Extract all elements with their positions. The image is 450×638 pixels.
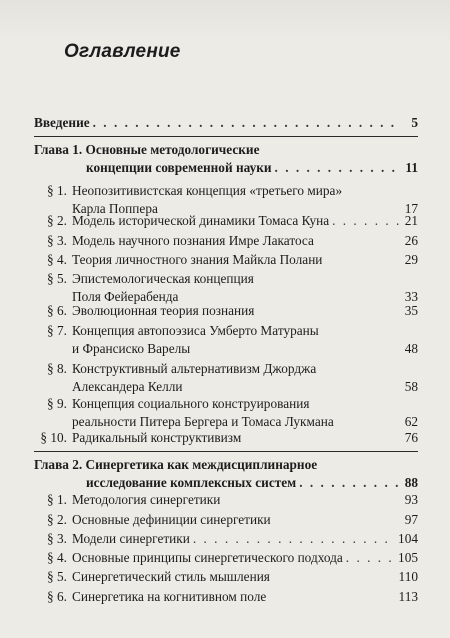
section-title: Синергетический стиль мышления [72, 569, 270, 584]
section-number: § 9. [47, 396, 67, 411]
chapter-title: Глава 1. Основные методологические [34, 142, 260, 157]
toc-page-number: 93 [404, 492, 418, 507]
section-number: § 2. [47, 512, 67, 527]
previous-page-bleed [0, 0, 450, 40]
section-title-cont: Поля Фейерабенда [72, 289, 179, 304]
section-title: Конструктивный альтернативизм Джорджа [72, 361, 317, 376]
toc-page-number: 97 [404, 512, 418, 527]
toc-entry-intro[interactable] [34, 114, 418, 132]
section-title-cont: реальности Питера Бергера и Томаса Лукмана [72, 414, 334, 429]
toc-item[interactable] [34, 360, 418, 396]
toc-item[interactable] [34, 251, 418, 269]
section-number: § 3. [47, 531, 67, 546]
section-title: Синергетика на когнитивном поле [72, 589, 267, 604]
toc-page-number: 104 [398, 531, 418, 546]
section-title: Эпистемологическая концепция [72, 271, 254, 286]
leader-dots [193, 530, 395, 548]
section-title: Методология синергетики [72, 492, 221, 507]
toc-item[interactable] [34, 568, 418, 586]
toc-page-number: 33 [404, 289, 418, 304]
toc-page-number: 105 [398, 550, 418, 565]
chapter-title: Глава 2. Синергетика как междисциплинарное [34, 457, 318, 472]
section-title: Основные принципы синергетического подхода [72, 550, 343, 565]
section-title-cont: и Франсиско Варелы [72, 341, 191, 356]
toc-page-number: 76 [404, 430, 418, 445]
section-number: § 8. [47, 361, 67, 376]
section-title: Эволюционная теория познания [72, 303, 255, 318]
toc-item[interactable] [34, 232, 418, 250]
toc-item[interactable] [34, 270, 418, 306]
section-number: § 1. [47, 492, 67, 507]
section-title: Модель научного познания Имре Лакатоса [72, 233, 314, 248]
toc-item[interactable] [34, 429, 418, 447]
toc-page-number: 17 [404, 201, 418, 216]
divider [34, 451, 418, 452]
toc-page-number: 5 [411, 115, 418, 130]
section-number: § 6. [47, 589, 67, 604]
toc-page-number: 35 [404, 303, 418, 318]
leader-dots [346, 549, 395, 567]
section-title: Концепция автопоэзиса Умберто Матураны [72, 323, 319, 338]
leader-dots [93, 114, 399, 132]
section-title: Модель исторической динамики Томаса Куна [72, 213, 330, 228]
section-number: § 1. [47, 183, 67, 198]
leader-dots [332, 212, 399, 230]
toc-item[interactable] [34, 491, 418, 509]
section-title: Основные дефиниции синергетики [72, 512, 271, 527]
toc-page-number: 48 [404, 341, 418, 356]
toc-page-number: 110 [398, 569, 418, 584]
section-title: Модели синергетики [72, 531, 190, 546]
section-title: Неопозитивистская концепция «третьего мира» [72, 183, 343, 198]
toc-page-number: 62 [404, 414, 418, 429]
leader-dots [299, 474, 399, 492]
section-title-cont: Карла Поппера [72, 201, 158, 216]
toc-item[interactable] [34, 588, 418, 606]
section-number: § 2. [47, 213, 67, 228]
toc-chapter-2[interactable] [34, 456, 418, 492]
toc-item[interactable] [34, 530, 418, 548]
divider [34, 136, 418, 137]
toc-page-number: 88 [404, 475, 418, 490]
toc-page-number: 113 [398, 589, 418, 604]
toc-page-number: 11 [405, 160, 418, 175]
section-number: § 4. [47, 252, 67, 267]
section-title: Радикальный конструктивизм [72, 430, 242, 445]
page-title: Оглавление [64, 41, 181, 62]
section-number: § 3. [47, 233, 67, 248]
toc-page-number: 26 [404, 233, 418, 248]
toc-item[interactable] [34, 549, 418, 567]
leader-dots [275, 159, 399, 177]
section-number: § 5. [47, 569, 67, 584]
section-title: Теория личностного знания Майкла Полани [72, 252, 323, 267]
toc-page-number: 21 [404, 213, 418, 228]
section-number: § 6. [47, 303, 67, 318]
chapter-title-cont: исследование комплексных систем [86, 475, 297, 490]
toc-item[interactable] [34, 322, 418, 358]
section-title: Концепция социального конструирования [72, 396, 310, 411]
toc-item[interactable] [34, 395, 418, 431]
section-number: § 10. [40, 430, 67, 445]
toc-chapter-1[interactable] [34, 141, 418, 177]
chapter-title-cont: концепции современной науки [86, 160, 272, 175]
section-number: § 5. [47, 271, 67, 286]
section-title-cont: Александера Келли [72, 379, 183, 394]
toc-page-number: 29 [404, 252, 418, 267]
section-number: § 4. [47, 550, 67, 565]
toc-item[interactable] [34, 302, 418, 320]
toc-item[interactable] [34, 511, 418, 529]
toc-item[interactable] [34, 212, 418, 230]
section-number: § 7. [47, 323, 67, 338]
toc-entry-label: Введение [34, 115, 90, 130]
toc-page-number: 58 [404, 379, 418, 394]
